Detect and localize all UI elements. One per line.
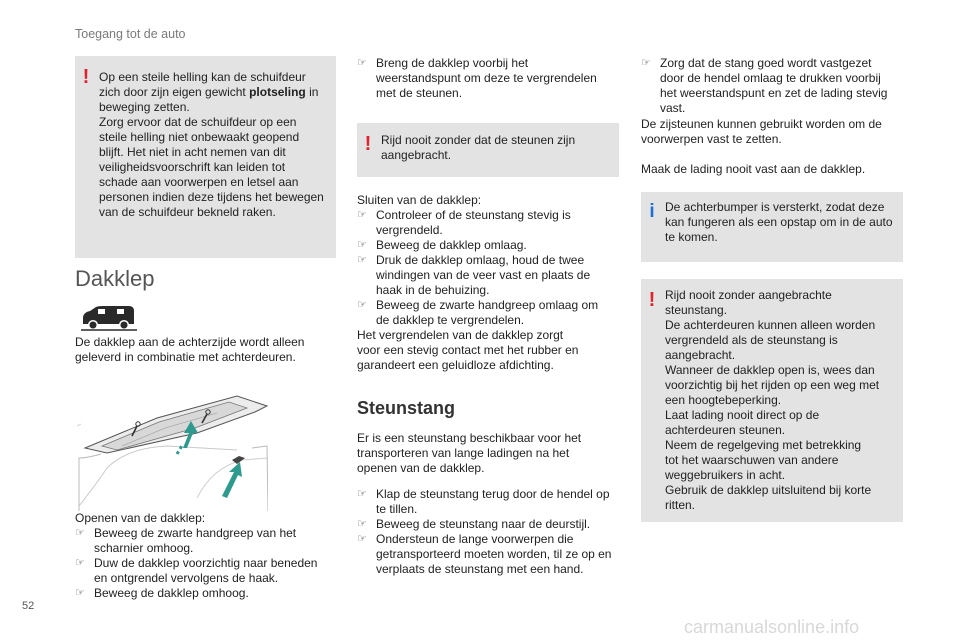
- text-run: Op een steile helling kan de schuifdeur: [99, 70, 306, 84]
- warning-line: [99, 160, 328, 175]
- steunstang-intro: [357, 431, 619, 476]
- arrow-bullet-icon: ☞: [357, 518, 367, 530]
- bullet-text-line: haak in de behuizing.: [376, 283, 490, 297]
- bullet-text-line: Beweeg de steunstang naar de deurstijl.: [376, 517, 591, 531]
- section-title: Toegang tot de auto: [75, 27, 186, 41]
- warning-line: Rijd nooit zonder dat de steunen zijn: [381, 133, 576, 147]
- bullet-text-line: Breng de dakklep voorbij het: [376, 56, 529, 70]
- bullet-item: [75, 526, 337, 556]
- bullet-text-line: Ondersteun de lange voorwerpen die: [376, 532, 574, 546]
- bullet-text-line: windingen van de veer vast en plaats de: [376, 268, 591, 282]
- van-silhouette-icon: [79, 303, 139, 333]
- bullet-text-line: Duw de dakklep voorzichtig naar beneden: [94, 556, 318, 570]
- text-run: steile helling niet onbewaakt geopend: [99, 130, 300, 144]
- heading-dakklep: Dakklep: [75, 266, 155, 291]
- text-run: veiligheidsvoorschrift kan leiden tot: [99, 160, 286, 174]
- warning-line: [99, 175, 328, 190]
- bullet-item: [357, 56, 619, 101]
- arrow-bullet-icon: ☞: [75, 557, 85, 569]
- text-line: Er is een steunstang beschikbaar voor het: [357, 431, 582, 445]
- right-note-2: [641, 162, 903, 177]
- warning-line: [99, 100, 328, 115]
- info-line: kan fungeren als een opstap om in de auto: [665, 215, 893, 229]
- exclamation-icon: !: [364, 133, 372, 155]
- text-run: Zorg ervoor dat de schuifdeur op een: [99, 115, 297, 129]
- warning-line: tot het waarschuwen van andere: [665, 453, 839, 467]
- bullet-text-line: weerstandspunt om deze te vergrendelen: [376, 71, 597, 85]
- arrow-bullet-icon: ☞: [357, 239, 367, 251]
- warning-line: De achterdeuren kunnen alleen worden: [665, 318, 876, 332]
- page-number: 52: [22, 600, 35, 612]
- bullet-text-line: Zorg dat de stang goed wordt vastgezet: [660, 56, 872, 70]
- warning-line: steunstang.: [665, 303, 728, 317]
- bullet-text-line: te tillen.: [376, 502, 418, 516]
- bullet-text-line: scharnier omhoog.: [94, 541, 194, 555]
- text-line: garandeert een geluidloze afdichting.: [357, 358, 554, 372]
- warning-line: Laat lading nooit direct op de: [665, 408, 820, 422]
- bullet-text-line: Beweeg de zwarte handgreep van het: [94, 526, 297, 540]
- warning-box-support-bar: [641, 279, 903, 522]
- info-line: te komen.: [665, 230, 718, 244]
- open-instructions: [75, 511, 337, 601]
- bullet-text-line: het weerstandspunt en zet de lading stevig: [660, 86, 888, 100]
- warning-line: Neem de regelgeving met betrekking: [665, 438, 862, 452]
- roof-flap-illustration: [77, 388, 268, 511]
- arrow-bullet-icon: ☞: [357, 57, 367, 69]
- info-text: [665, 200, 895, 245]
- text-run: schade aan voorwerpen en letsel aan: [99, 175, 299, 189]
- bullet-text-line: vast.: [660, 101, 686, 115]
- bullet-text-line: Druk de dakklep omlaag, houd de twee: [376, 253, 585, 267]
- instruction-title: Sluiten van de dakklep:: [357, 193, 482, 207]
- heading-steunstang: Steunstang: [357, 398, 456, 418]
- watermark: carmanualsonline.info: [684, 617, 860, 637]
- steunstang-steps: [357, 487, 625, 577]
- bullet-item: [75, 556, 337, 586]
- warning-text: [381, 133, 611, 163]
- warning-line: voorzichtig bij het rijden op een weg met: [665, 378, 880, 392]
- bullet-item: [357, 487, 625, 517]
- text-line: voorwerpen vast te zetten.: [641, 132, 782, 146]
- warning-line: [99, 85, 328, 100]
- warning-text: [665, 288, 895, 513]
- instruction-title: Openen van de dakklep:: [75, 511, 206, 525]
- text-line: transporteren van lange ladingen na het: [357, 446, 570, 460]
- bullet-item: [357, 208, 621, 238]
- text-run: personen indien deze tijdens het bewegen: [99, 190, 324, 204]
- arrow-bullet-icon: ☞: [357, 254, 367, 266]
- text-run: zich door zijn eigen gewicht: [99, 85, 250, 99]
- close-instructions: [357, 193, 621, 373]
- info-line: De achterbumper is versterkt, zodat deze: [665, 200, 885, 214]
- info-icon: i: [649, 201, 655, 222]
- bullet-text-line: Klap de steunstang terug door de hendel op: [376, 487, 610, 501]
- warning-line: weggebruikers in acht.: [665, 468, 786, 482]
- bullet-text-line: verplaats de steunstang met een hand.: [376, 562, 584, 576]
- warning-line: Rijd nooit zonder aangebrachte: [665, 288, 832, 302]
- bullet-text-line: de dakklep te vergrendelen.: [376, 313, 525, 327]
- warning-line: [99, 115, 328, 130]
- bullet-text-line: vergrendeld.: [376, 223, 443, 237]
- bullet-text-line: door de hendel omlaag te drukken voorbij: [660, 71, 881, 85]
- warning-line: vergrendeld als de steunstang is: [665, 333, 838, 347]
- warning-line: Wanneer de dakklep open is, wees dan: [665, 363, 875, 377]
- warning-line: [99, 70, 328, 85]
- bullet-item: [357, 298, 621, 328]
- warning-line: aangebracht.: [381, 148, 452, 162]
- exclamation-icon: !: [648, 289, 656, 311]
- warning-line: [99, 145, 328, 160]
- text-run: blijft. Het niet in acht nemen van dit: [99, 145, 286, 159]
- text-line: Maak de lading nooit vast aan de dakklep.: [641, 162, 866, 176]
- bullet-text-line: Beweeg de dakklep omlaag.: [376, 238, 527, 252]
- arrow-bullet-icon: ☞: [75, 527, 85, 539]
- arrow-bullet-icon: ☞: [75, 587, 85, 599]
- exclamation-icon: !: [82, 66, 90, 88]
- text-line: voor een stevig contact met het rubber en: [357, 343, 579, 357]
- text-run: in: [305, 85, 319, 99]
- bullet-item: [75, 586, 337, 601]
- warning-box-supports: [357, 123, 619, 177]
- page-header: [0, 0, 960, 40]
- warning-line: Gebruik de dakklep uitsluitend bij korte: [665, 483, 872, 497]
- text-line: De zijsteunen kunnen gebruikt worden om de: [641, 117, 882, 131]
- warning-line: ritten.: [665, 498, 696, 512]
- arrow-bullet-icon: ☞: [357, 299, 367, 311]
- arrow-bullet-icon: ☞: [357, 533, 367, 545]
- bullet-item: [641, 56, 903, 116]
- warning-line: aangebracht.: [665, 348, 736, 362]
- bullet-item: [357, 532, 625, 577]
- bullet-text-line: Beweeg de dakklep omhoog.: [94, 586, 249, 600]
- warning-line: een hoogtebeperking.: [665, 393, 782, 407]
- dakklep-intro: [75, 335, 335, 365]
- bullet-text-line: Controleer of de steunstang stevig is: [376, 208, 571, 222]
- text-run: beweging zetten.: [99, 100, 190, 114]
- text-line: De dakklep aan de achterzijde wordt alleen: [75, 335, 305, 349]
- bullet-text-line: getransporteerd moeten worden, til ze op en: [376, 547, 612, 561]
- warning-line: [99, 205, 328, 220]
- top-step-middle: [357, 56, 619, 101]
- text-run: van de schuifdeur bekneld raken.: [99, 205, 276, 219]
- warning-line: [99, 190, 328, 205]
- bullet-item: [357, 253, 621, 298]
- text-line: geleverd in combinatie met achterdeuren.: [75, 350, 296, 364]
- warning-line: [99, 130, 328, 145]
- emphasis-text: plotseling: [249, 85, 306, 99]
- info-box-bumper: [641, 192, 903, 262]
- bullet-item: [357, 517, 625, 532]
- bullet-text-line: Beweeg de zwarte handgreep omlaag om: [376, 298, 599, 312]
- warning-line: achterdeuren steunen.: [665, 423, 786, 437]
- right-steps: [641, 56, 903, 116]
- text-line: Het vergrendelen van de dakklep zorgt: [357, 328, 564, 342]
- right-note-1: [641, 117, 903, 147]
- bullet-item: [357, 238, 621, 253]
- arrow-bullet-icon: ☞: [357, 488, 367, 500]
- arrow-bullet-icon: ☞: [357, 209, 367, 221]
- bullet-text-line: en ontgrendel vervolgens de haak.: [94, 571, 279, 585]
- text-line: openen van de dakklep.: [357, 461, 485, 475]
- warning-text: [99, 70, 328, 220]
- arrow-bullet-icon: ☞: [641, 57, 651, 69]
- warning-box-sliding-door: [75, 56, 336, 258]
- bullet-text-line: met de steunen.: [376, 86, 463, 100]
